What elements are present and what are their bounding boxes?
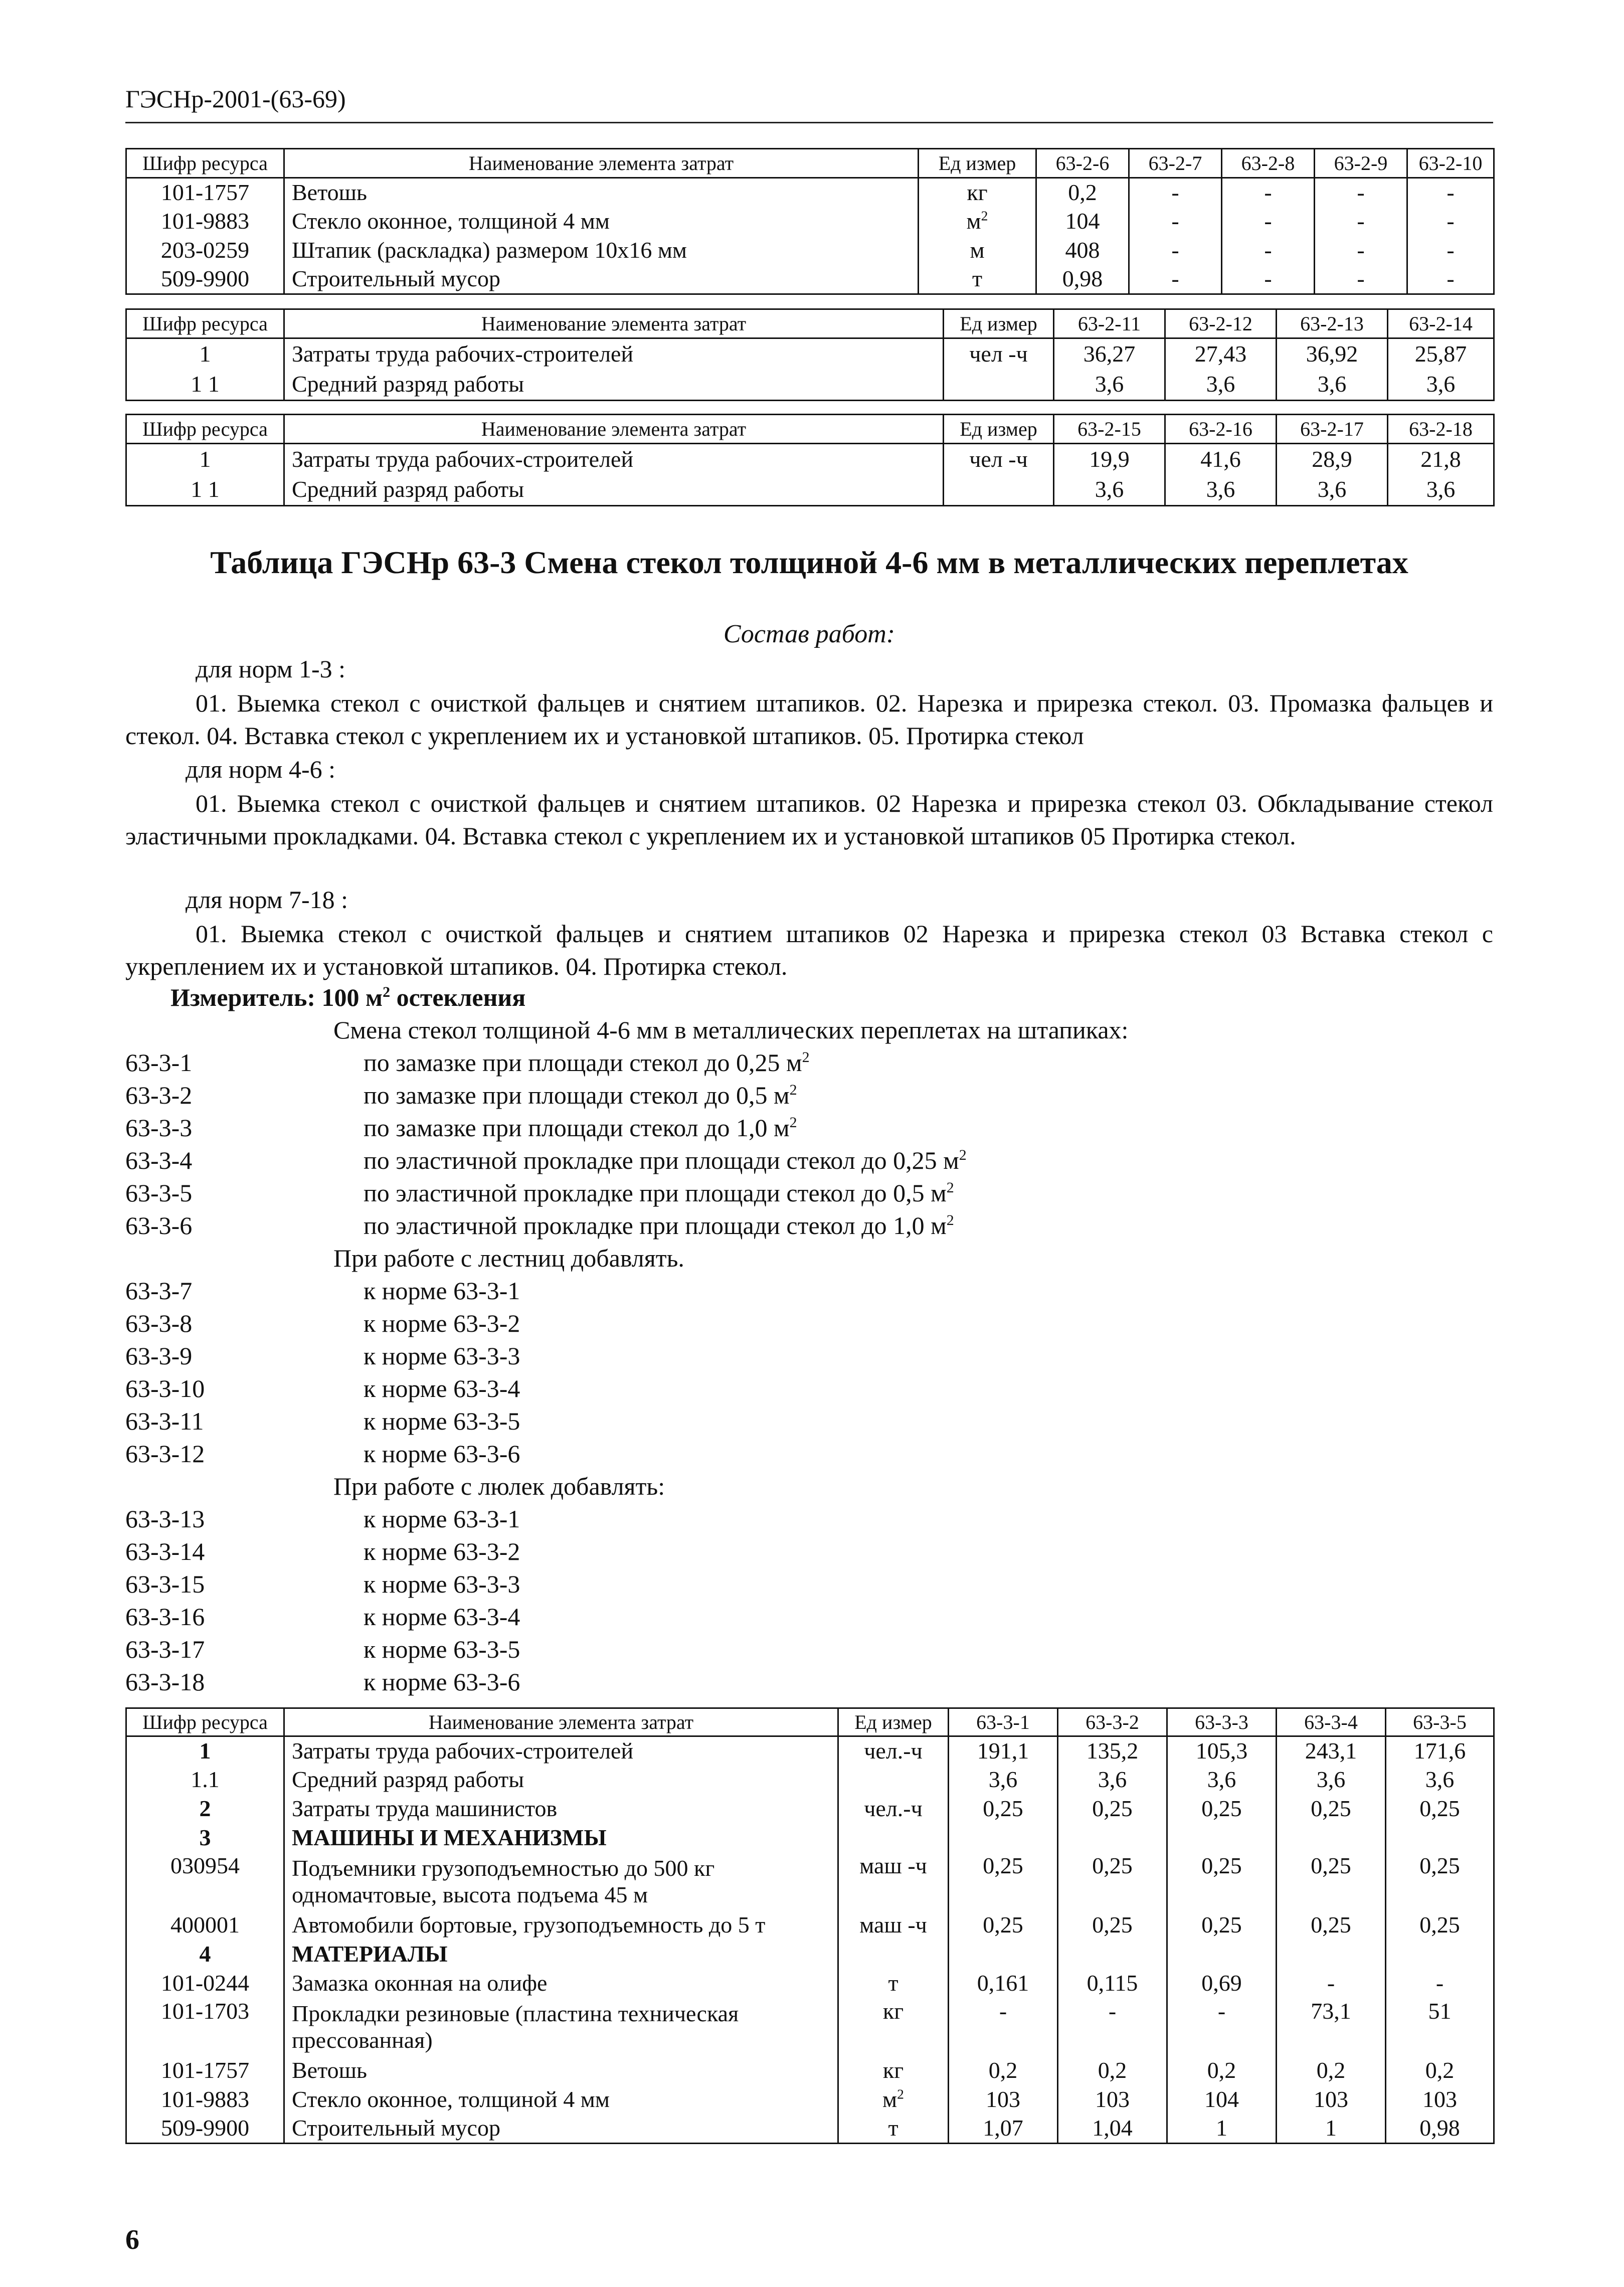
norm-value: 0,25: [1386, 1795, 1494, 1824]
resource-unit: кг: [838, 2056, 949, 2085]
norm-value: 0,25: [1167, 1853, 1277, 1911]
norm-code: 63-3-9: [125, 1342, 193, 1370]
resource-code: 101-1703: [126, 1998, 284, 2056]
norm-description: к норме 63-3-2: [364, 1309, 520, 1337]
table-row: [126, 2115, 1494, 2144]
header-unit: Ед измер: [944, 309, 1054, 338]
resource-unit: т: [838, 1969, 949, 1998]
resource-unit: кг: [838, 1998, 949, 2056]
norm-description-text: по замазке при площади стекол до 0,5 м: [364, 1081, 790, 1109]
section-heading: МАТЕРИАЛЫ: [284, 1940, 838, 1969]
unit-superscript: 2: [897, 2086, 904, 2102]
table-row: [126, 1940, 1494, 1969]
resource-name: Ветошь: [284, 178, 919, 207]
header-norm: 63-2-12: [1165, 309, 1277, 338]
norm-value: 3,6: [1165, 370, 1277, 401]
header-norm: 63-2-7: [1129, 149, 1222, 178]
resource-code: 1: [126, 444, 284, 475]
resource-code: 3: [126, 1824, 284, 1853]
resource-unit: м: [919, 236, 1036, 265]
resource-unit: кг: [919, 178, 1036, 207]
norm-value: 3,6: [1388, 475, 1494, 506]
meter-suffix: остекления: [390, 983, 526, 1011]
norm-description: [364, 1178, 954, 1207]
norm-value: 171,6: [1386, 1736, 1494, 1766]
meter-value-text: 100 м: [321, 983, 383, 1011]
norm-value: 243,1: [1277, 1736, 1386, 1766]
unit-superscript: 2: [959, 1147, 967, 1163]
norm-value: 104: [1036, 207, 1129, 236]
norm-value: 104: [1167, 2085, 1277, 2115]
resource-code: 400001: [126, 1911, 284, 1940]
norm-value: 3,6: [1388, 370, 1494, 401]
table-row: [126, 207, 1494, 236]
table-row: [126, 178, 1494, 207]
resource-unit: т: [919, 265, 1036, 294]
section-title: Таблица ГЭСНр 63-3 Смена стекол толщиной 4-6 мм в металлических переплетах: [210, 545, 1408, 580]
norm-value: 0,2: [1036, 178, 1129, 207]
norm-value: 21,8: [1388, 444, 1494, 475]
norm-value: 0,25: [1386, 1911, 1494, 1940]
resource-name: Автомобили бортовые, грузоподъемность до 5 т: [284, 1911, 838, 1940]
resource-table-63-2-15-18: [125, 414, 1495, 506]
resource-table-63-2-6-10: [125, 148, 1495, 295]
document-code-header: ГЭСНр-2001-(63-69): [125, 85, 346, 113]
resource-unit: маш -ч: [838, 1911, 949, 1940]
norm-value: 0,69: [1167, 1969, 1277, 1998]
resource-name: Средний разряд работы: [284, 475, 944, 506]
norm-description: [364, 1146, 967, 1175]
table-row: [126, 2056, 1494, 2085]
resource-code: 1: [126, 338, 284, 370]
resource-code: 101-1757: [126, 2056, 284, 2085]
norm-value: 0,98: [1386, 2115, 1494, 2144]
norm-value: 135,2: [1058, 1736, 1167, 1766]
norm-value: 28,9: [1277, 444, 1388, 475]
unit-superscript: 2: [946, 1212, 954, 1228]
resource-unit: [919, 207, 1036, 236]
unit-superscript: 2: [789, 1082, 797, 1098]
norm-value: 105,3: [1167, 1736, 1277, 1766]
norm-description: к норме 63-3-1: [364, 1277, 520, 1305]
norm-code: 63-3-5: [125, 1179, 193, 1207]
resource-name: Затраты труда рабочих-строителей: [284, 1736, 838, 1766]
norm-value: 3,6: [1054, 475, 1165, 506]
norm-value: -: [1315, 236, 1407, 265]
resource-code: 101-9883: [126, 207, 284, 236]
table-row: [126, 1824, 1494, 1853]
unit-superscript: 2: [789, 1114, 797, 1131]
norm-value: [1386, 1940, 1494, 1969]
norm-value: 103: [949, 2085, 1058, 2115]
norm-value: 0,25: [1277, 1853, 1386, 1911]
resource-code: 4: [126, 1940, 284, 1969]
resource-code: 203-0259: [126, 236, 284, 265]
unit-superscript: 2: [981, 208, 988, 224]
norm-value: 73,1: [1277, 1998, 1386, 2056]
unit-text: м: [882, 2086, 897, 2113]
resource-name: Строительный мусор: [284, 265, 919, 294]
resource-unit: чел.-ч: [838, 1795, 949, 1824]
header-norm: 63-2-15: [1054, 415, 1165, 444]
norm-code: 63-3-11: [125, 1407, 204, 1435]
resource-name: Строительный мусор: [284, 2115, 838, 2144]
norm-value: -: [1386, 1969, 1494, 1998]
norm-value: -: [1222, 236, 1315, 265]
table-row: [126, 265, 1494, 294]
norm-description: к норме 63-3-6: [364, 1668, 520, 1696]
norm-value: 3,6: [1165, 475, 1277, 506]
resource-unit: т: [838, 2115, 949, 2144]
table-row: [126, 1736, 1494, 1766]
norms-7-18-label: для норм 7-18 :: [186, 886, 348, 914]
norm-description: к норме 63-3-3: [364, 1342, 520, 1370]
norms-1-3-text: 01. Выемка стекол с очисткой фальцев и снятием штапиков. 02. Нарезка и прирезка стекол. 03. Промазка фальцев и стекол. 04. Вставка стекол с укреплением их и установкой штапиков. 05. Протирка стекол: [125, 689, 1493, 750]
composition-title: Состав работ:: [723, 620, 895, 648]
norm-value: [1058, 1940, 1167, 1969]
resource-code: 509-9900: [126, 2115, 284, 2144]
norms-4-6-text: 01. Выемка стекол с очисткой фальцев и снятием штапиков. 02 Нарезка и прирезка стекол 03. Обкладывание стекол эластичными прокладками. 04. Вставка стекол с укреплением их и установкой штапиков 05 Протирка стекол.: [125, 789, 1493, 850]
norm-value: 3,6: [1277, 1766, 1386, 1795]
norm-code: 63-3-3: [125, 1114, 193, 1142]
header-norm: 63-2-17: [1277, 415, 1388, 444]
resource-name: Замазка оконная на олифе: [284, 1969, 838, 1998]
resource-code: 1 1: [126, 370, 284, 401]
norm-code: 63-3-8: [125, 1309, 193, 1337]
norm-value: 0,25: [1386, 1853, 1494, 1911]
norm-value: -: [1058, 1998, 1167, 2056]
header-norm: 63-2-10: [1407, 149, 1494, 178]
resource-unit: [838, 1766, 949, 1795]
norm-code: 63-3-7: [125, 1277, 193, 1305]
norm-value: [1277, 1824, 1386, 1853]
header-norm: 63-2-18: [1388, 415, 1494, 444]
norm-description: к норме 63-3-2: [364, 1537, 520, 1565]
resource-unit: [838, 2085, 949, 2115]
norm-value: 0,98: [1036, 265, 1129, 294]
norm-value: 0,2: [949, 2056, 1058, 2085]
resource-name: Штапик (раскладка) размером 10х16 мм: [284, 236, 919, 265]
norm-value: [949, 1940, 1058, 1969]
norm-description-text: по замазке при площади стекол до 0,25 м: [364, 1048, 802, 1077]
norm-value: 0,25: [1277, 1795, 1386, 1824]
norm-value: -: [1407, 178, 1494, 207]
header-norm: 63-3-3: [1167, 1708, 1277, 1736]
resource-unit: чел.-ч: [838, 1736, 949, 1766]
resource-name: Затраты труда машинистов: [284, 1795, 838, 1824]
resource-name: Стекло оконное, толщиной 4 мм: [284, 207, 919, 236]
norm-value: 41,6: [1165, 444, 1277, 475]
norm-value: [949, 1824, 1058, 1853]
resource-table-63-3-1-5: [125, 1707, 1495, 2144]
meter-value: [322, 983, 526, 1011]
header-divider: [125, 122, 1493, 123]
norm-value: 0,115: [1058, 1969, 1167, 1998]
table-row: [126, 1795, 1494, 1824]
meter-label: Измеритель:: [170, 983, 316, 1011]
norm-description-text: по эластичной прокладке при площади стекол до 0,5 м: [364, 1179, 947, 1207]
norm-description: [364, 1113, 797, 1142]
norm-value: 0,2: [1167, 2056, 1277, 2085]
header-code: Шифр ресурса: [126, 415, 284, 444]
header-norm: 63-2-8: [1222, 149, 1315, 178]
norm-description: к норме 63-3-4: [364, 1603, 520, 1631]
norm-value: 0,25: [1277, 1911, 1386, 1940]
norms-7-18-text: 01. Выемка стекол с очисткой фальцев и снятием штапиков 02 Нарезка и прирезка стекол 03 Вставка стекол с укреплением их и установкой штапиков. 04. Протирка стекол.: [125, 920, 1493, 980]
norms-intro: Смена стекол толщиной 4-6 мм в металлических переплетах на штапиках:: [333, 1016, 1129, 1044]
norm-value: 0,25: [1167, 1911, 1277, 1940]
resource-code: 101-0244: [126, 1969, 284, 1998]
norm-code: 63-3-18: [125, 1668, 205, 1696]
norm-value: 0,25: [1167, 1795, 1277, 1824]
norm-code: 63-3-10: [125, 1374, 205, 1402]
resource-name: Подъемники грузоподъемностью до 500 кг одномачтовые, высота подъема 45 м: [284, 1853, 838, 1911]
norm-value: 25,87: [1388, 338, 1494, 370]
header-unit: Ед измер: [944, 415, 1054, 444]
unit-superscript: 2: [946, 1179, 954, 1196]
norm-code: 63-3-6: [125, 1211, 193, 1240]
norm-description: [364, 1211, 954, 1240]
resource-name: Средний разряд работы: [284, 370, 944, 401]
norm-value: -: [1167, 1998, 1277, 2056]
norm-value: 3,6: [949, 1766, 1058, 1795]
header-unit: Ед измер: [838, 1708, 949, 1736]
table-row: [126, 1998, 1494, 2056]
norm-value: -: [1222, 178, 1315, 207]
norm-value: 1,04: [1058, 2115, 1167, 2144]
resource-unit: маш -ч: [838, 1853, 949, 1911]
resource-code: 030954: [126, 1853, 284, 1911]
norm-value: 3,6: [1058, 1766, 1167, 1795]
norm-value: -: [1315, 207, 1407, 236]
norm-value: 3,6: [1277, 475, 1388, 506]
table-row: [126, 475, 1494, 506]
resource-unit: чел -ч: [944, 444, 1054, 475]
header-name: Наименование элемента затрат: [284, 309, 944, 338]
header-norm: 63-2-13: [1277, 309, 1388, 338]
table-row: [126, 1853, 1494, 1911]
resource-code: 101-1757: [126, 178, 284, 207]
norm-value: 36,27: [1054, 338, 1165, 370]
header-norm: 63-3-1: [949, 1708, 1058, 1736]
header-unit: Ед измер: [919, 149, 1036, 178]
norm-value: -: [1222, 265, 1315, 294]
norm-value: 0,2: [1277, 2056, 1386, 2085]
norm-code: 63-3-12: [125, 1440, 205, 1468]
norm-value: 408: [1036, 236, 1129, 265]
resource-code: 101-9883: [126, 2085, 284, 2115]
norm-value: 0,25: [949, 1911, 1058, 1940]
norm-value: 103: [1058, 2085, 1167, 2115]
norm-value: -: [1129, 207, 1222, 236]
table-row: [126, 1766, 1494, 1795]
norm-value: 3,6: [1277, 370, 1388, 401]
norm-value: 27,43: [1165, 338, 1277, 370]
norm-code: 63-3-13: [125, 1505, 205, 1533]
header-norm: 63-2-6: [1036, 149, 1129, 178]
norm-value: -: [1407, 265, 1494, 294]
norm-code: 63-3-14: [125, 1537, 205, 1565]
norm-code: 63-3-2: [125, 1081, 193, 1109]
header-norm: 63-2-16: [1165, 415, 1277, 444]
resource-code: 509-9900: [126, 265, 284, 294]
resource-code: 1.1: [126, 1766, 284, 1795]
norm-value: 0,25: [949, 1795, 1058, 1824]
resource-unit: [944, 370, 1054, 401]
resource-unit: [944, 475, 1054, 506]
header-name: Наименование элемента затрат: [284, 1708, 838, 1736]
norm-value: 1: [1277, 2115, 1386, 2144]
table-row: [126, 1911, 1494, 1940]
norm-value: -: [1129, 236, 1222, 265]
norm-value: 3,6: [1167, 1766, 1277, 1795]
norm-value: 1: [1167, 2115, 1277, 2144]
norm-value: [1386, 1824, 1494, 1853]
table-row: [126, 1969, 1494, 1998]
header-norm: 63-2-9: [1315, 149, 1407, 178]
resource-name: Прокладки резиновые (пластина техническая прессованная): [284, 1998, 838, 2056]
header-code: Шифр ресурса: [126, 309, 284, 338]
unit-text: м: [966, 208, 981, 234]
norm-description: к норме 63-3-1: [364, 1505, 520, 1533]
resource-unit: [838, 1940, 949, 1969]
norm-value: -: [1277, 1969, 1386, 1998]
norms-1-3-label: для норм 1-3 :: [196, 655, 346, 683]
norms-4-6-label: для норм 4-6 :: [186, 755, 336, 783]
norm-value: 0,2: [1058, 2056, 1167, 2085]
header-norm: 63-3-4: [1277, 1708, 1386, 1736]
norm-description-text: по замазке при площади стекол до 1,0 м: [364, 1114, 790, 1142]
norm-value: 36,92: [1277, 338, 1388, 370]
cradle-label: При работе с люлек добавлять:: [333, 1472, 665, 1500]
meter-line: [170, 983, 525, 1012]
norm-value: [1277, 1940, 1386, 1969]
norm-value: -: [1407, 207, 1494, 236]
table-row: [126, 236, 1494, 265]
norm-code: 63-3-1: [125, 1048, 193, 1077]
norm-description: [364, 1081, 797, 1110]
norm-code: 63-3-4: [125, 1146, 193, 1174]
norm-value: 3,6: [1386, 1766, 1494, 1795]
norm-code: 63-3-15: [125, 1570, 205, 1598]
norm-value: 0,161: [949, 1969, 1058, 1998]
unit-superscript: 2: [802, 1049, 810, 1066]
norm-description-text: по эластичной прокладке при площади стекол до 1,0 м: [364, 1211, 947, 1240]
norm-value: 103: [1386, 2085, 1494, 2115]
header-name: Наименование элемента затрат: [284, 149, 919, 178]
norm-value: 0,25: [1058, 1911, 1167, 1940]
norm-value: 0,2: [1386, 2056, 1494, 2085]
header-norm: 63-3-5: [1386, 1708, 1494, 1736]
resource-name: Средний разряд работы: [284, 1766, 838, 1795]
stairs-label: При работе с лестниц добавлять.: [333, 1244, 684, 1272]
norm-description: к норме 63-3-5: [364, 1407, 520, 1435]
resource-name: Ветошь: [284, 2056, 838, 2085]
resource-code: 2: [126, 1795, 284, 1824]
norm-description: к норме 63-3-3: [364, 1570, 520, 1598]
section-heading: МАШИНЫ И МЕХАНИЗМЫ: [284, 1824, 838, 1853]
table-row: [126, 338, 1494, 370]
norm-value: 19,9: [1054, 444, 1165, 475]
norm-value: 1,07: [949, 2115, 1058, 2144]
norm-value: 191,1: [949, 1736, 1058, 1766]
norm-description-text: по эластичной прокладке при площади стекол до 0,25 м: [364, 1146, 959, 1174]
resource-unit: чел -ч: [944, 338, 1054, 370]
norm-value: 3,6: [1054, 370, 1165, 401]
resource-table-63-2-11-14: [125, 308, 1495, 401]
norm-value: -: [1222, 207, 1315, 236]
norm-value: -: [1315, 178, 1407, 207]
norm-value: [1167, 1940, 1277, 1969]
norm-value: 0,25: [949, 1853, 1058, 1911]
norm-description: [364, 1048, 810, 1077]
table-row: [126, 2085, 1494, 2115]
header-norm: 63-2-14: [1388, 309, 1494, 338]
resource-name: Затраты труда рабочих-строителей: [284, 444, 944, 475]
table-row: [126, 370, 1494, 401]
norm-value: 103: [1277, 2085, 1386, 2115]
meter-superscript: 2: [383, 984, 391, 1000]
norm-value: [1167, 1824, 1277, 1853]
header-norm: 63-2-11: [1054, 309, 1165, 338]
table-row: [126, 444, 1494, 475]
resource-name: Затраты труда рабочих-строителей: [284, 338, 944, 370]
resource-unit: [838, 1824, 949, 1853]
norm-value: [1058, 1824, 1167, 1853]
norm-value: -: [1315, 265, 1407, 294]
resource-code: 1: [126, 1736, 284, 1766]
header-code: Шифр ресурса: [126, 1708, 284, 1736]
resource-code: 1 1: [126, 475, 284, 506]
resource-name: Стекло оконное, толщиной 4 мм: [284, 2085, 838, 2115]
norm-value: -: [1407, 236, 1494, 265]
norm-value: 0,25: [1058, 1853, 1167, 1911]
norm-value: 51: [1386, 1998, 1494, 2056]
norm-value: -: [949, 1998, 1058, 2056]
norm-code: 63-3-16: [125, 1603, 205, 1631]
header-norm: 63-3-2: [1058, 1708, 1167, 1736]
header-code: Шифр ресурса: [126, 149, 284, 178]
norm-description: к норме 63-3-5: [364, 1635, 520, 1663]
norm-description: к норме 63-3-6: [364, 1440, 520, 1468]
norm-code: 63-3-17: [125, 1635, 205, 1663]
page-number: 6: [125, 2224, 139, 2255]
norm-value: 0,25: [1058, 1795, 1167, 1824]
header-name: Наименование элемента затрат: [284, 415, 944, 444]
norm-value: -: [1129, 178, 1222, 207]
norm-description: к норме 63-3-4: [364, 1374, 520, 1402]
norm-value: -: [1129, 265, 1222, 294]
